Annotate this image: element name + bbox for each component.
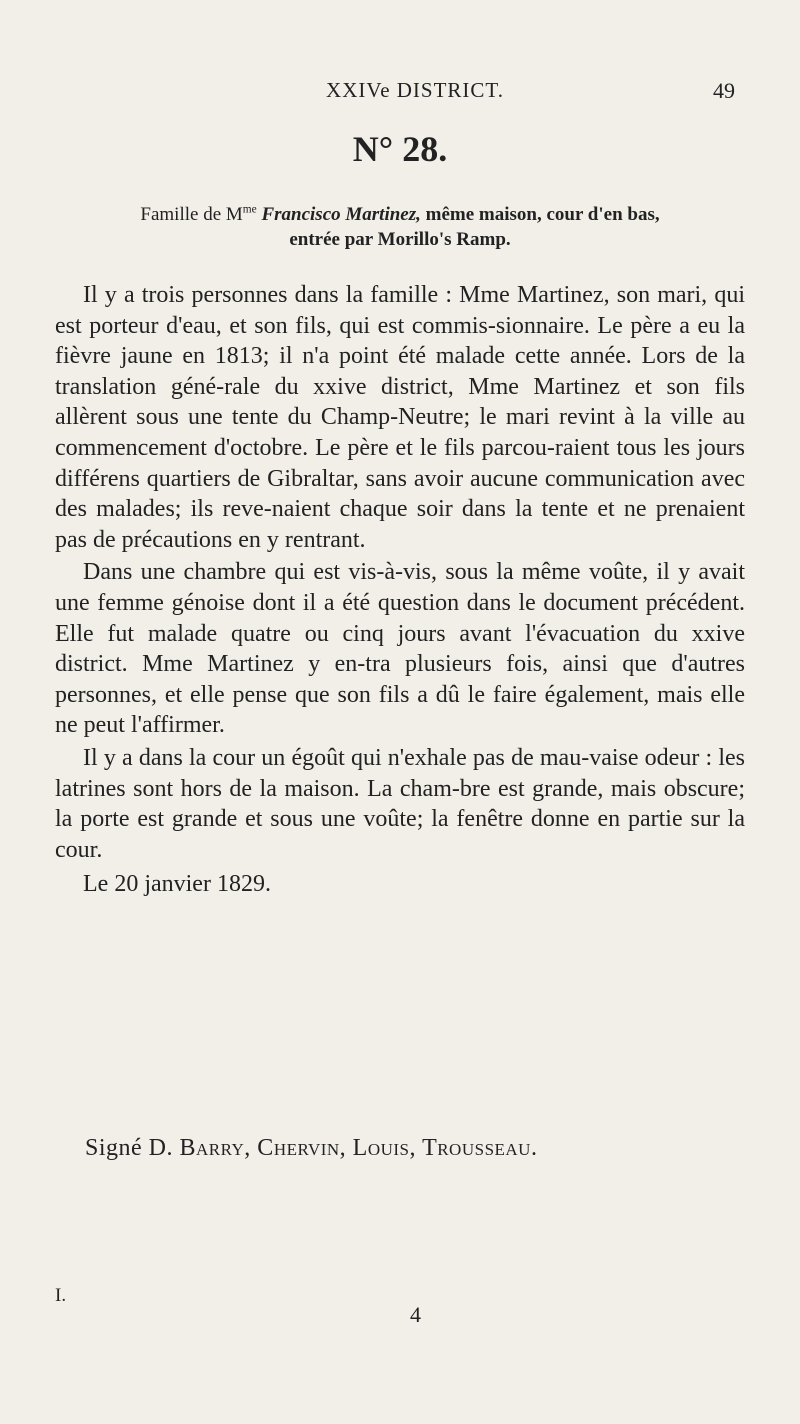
page-number: 49 [713,78,735,103]
footer-signature-mark: I. [55,1285,67,1306]
subtitle-prefix: Famille de M [140,204,243,225]
signature-names: D. Barry, Chervin, Louis, Trousseau. [148,1135,538,1161]
subtitle-sup: me [242,203,257,216]
running-head [0,78,800,108]
signature-line [85,1135,745,1162]
running-title: XXIVe DISTRICT. [326,78,504,102]
paragraph-1: Il y a trois personnes dans la famille : Mme Martinez, son mari, qui est porteur d'eau, et son fils, qui est commis-sionnaire. Le père a eu la fièvre jaune en 1813; il n'a point été malade cette année. Lors de la translation géné-rale du xxive district, Mme Martinez et son fils allèrent sous une tente du Champ-Neutre; le mari revint à la ville au commencement d'octobre. Le père et le fils parcou-raient tous les jours différens quartiers de Gibraltar, sans avoir aucune communication avec des malades; ils reve-naient chaque soir dans la tente et ne prenaient pas de précautions en y rentrant. [55,282,745,553]
document-body [55,280,745,900]
subtitle-name: Francisco Martinez, [261,204,421,225]
paragraph-2: Dans une chambre qui est vis-à-vis, sous la même voûte, il y avait une femme génoise dont il a été question dans le document précédent. Elle fut malade quatre ou cinq jours avant l'évacuation du xxive district. Mme Martinez y en-tra plusieurs fois, ainsi que d'autres personnes, et elle pense que son fils a dû le faire également, mais elle ne peut l'affirmer. [55,559,745,739]
signature-label: Signé [85,1135,143,1161]
paragraph-3: Il y a dans la cour un égoût qui n'exhale pas de mau-vaise odeur : les latrines sont hors de la maison. La cham-bre est grande, mais obscure; la porte est grande et sous une voûte; la fenêtre donne en partie sur la cour. [55,744,745,863]
subtitle-line2: entrée par Morillo's Ramp. [289,229,511,250]
footer-sheet-number: 4 [410,1302,421,1327]
dateline: Le 20 janvier 1829. [83,871,271,898]
subtitle-rest: même maison, cour d'en bas, [420,204,660,225]
document-subtitle [60,202,740,252]
document-title: N° 28. [352,129,448,169]
